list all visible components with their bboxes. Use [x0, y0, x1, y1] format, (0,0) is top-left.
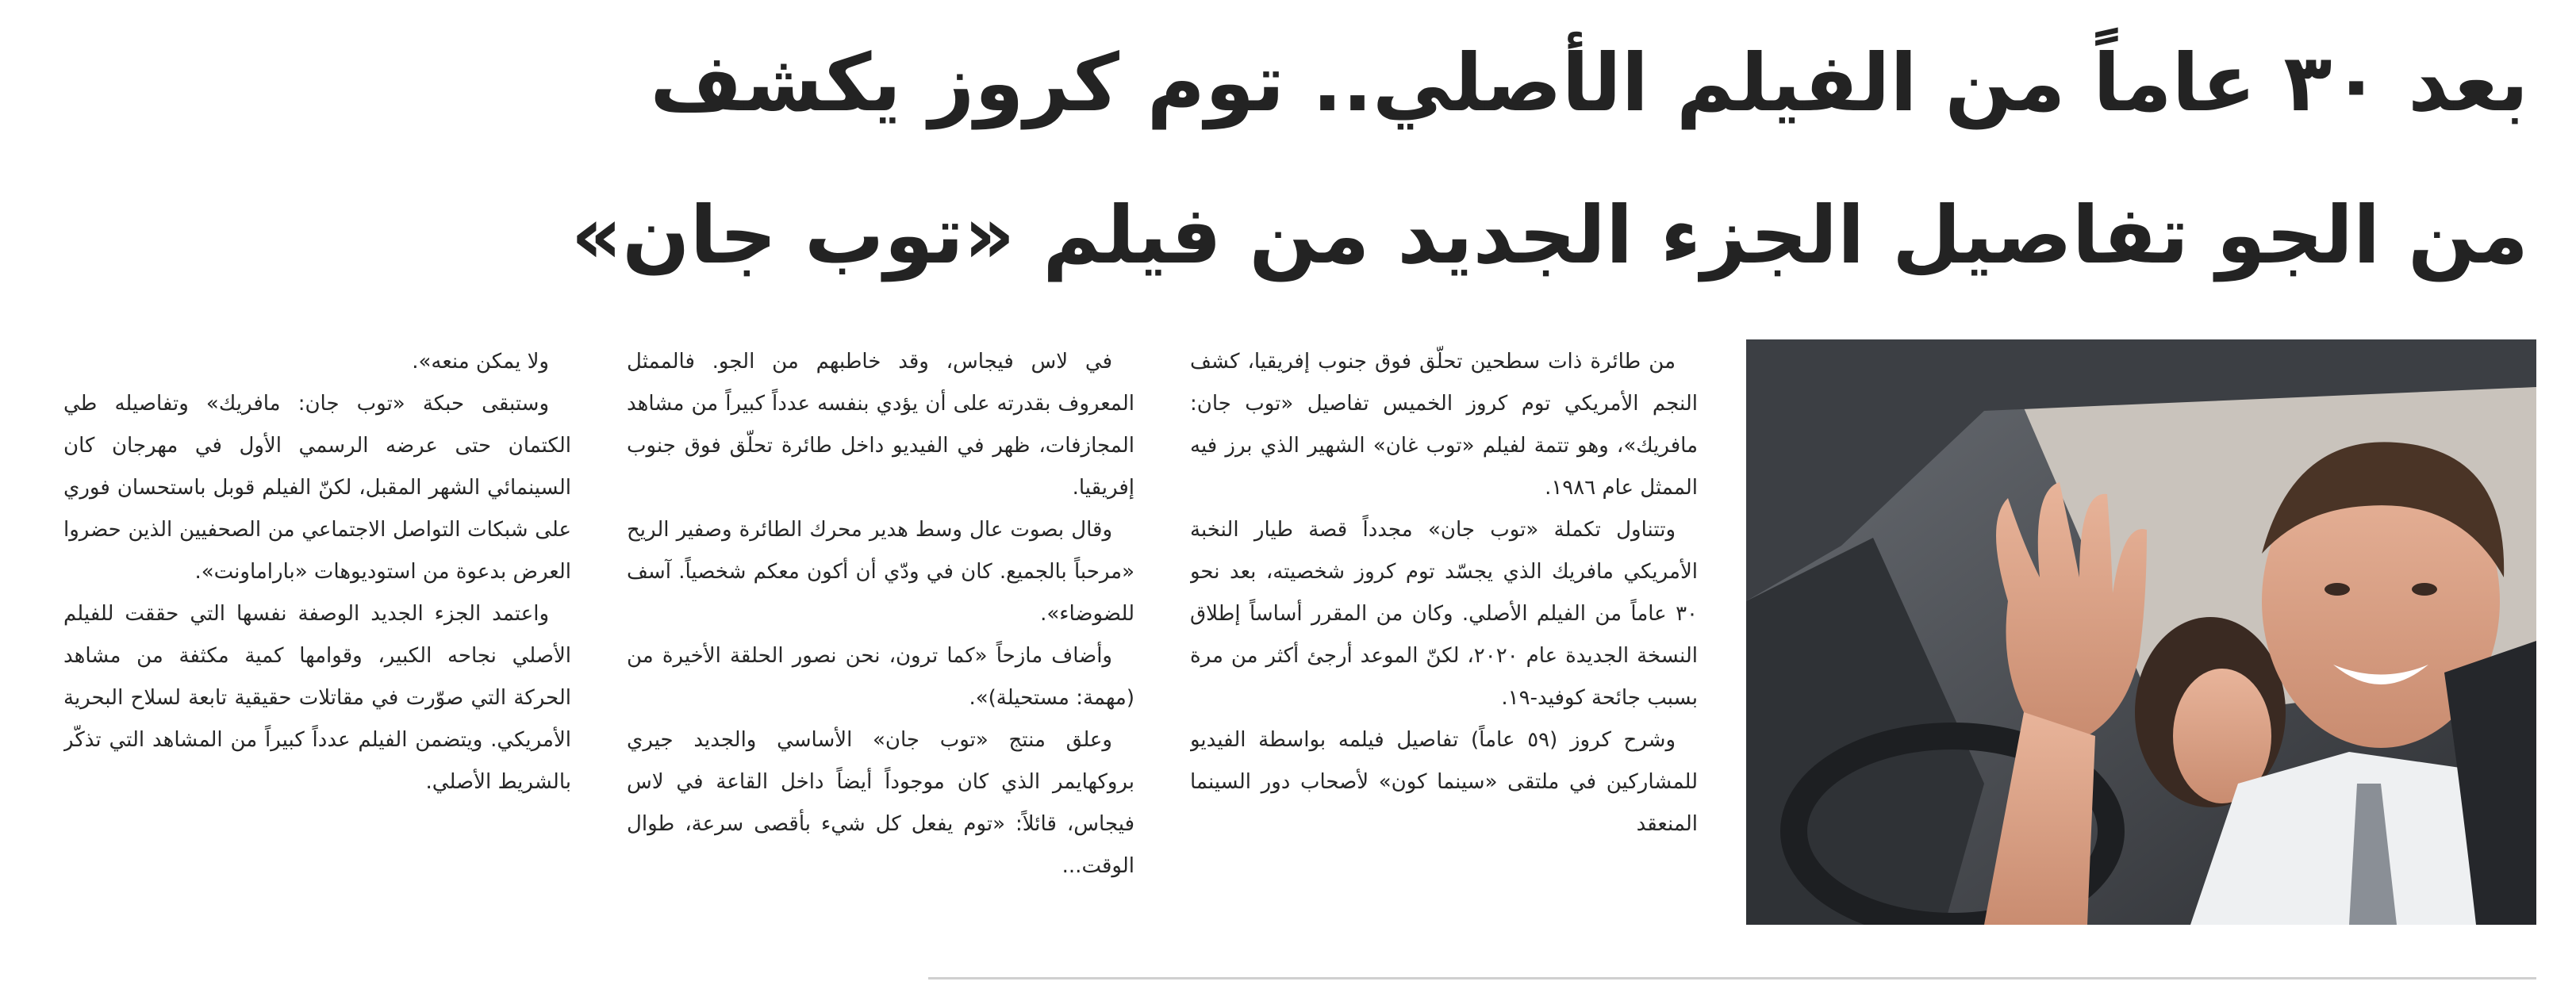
article-column-1	[1190, 341, 1698, 960]
headline-line-2: من الجو تفاصيل الجزء الجديد من فيلم «توب جان»	[570, 189, 2528, 282]
article-column-2	[627, 341, 1134, 960]
paragraph: ولا يمكن منعه».	[412, 350, 549, 374]
paragraph: في لاس فيجاس، وقد خاطبهم من الجو. فالممثل المعروف بقدرته على أن يؤدي بنفسه عدداً كبيراً من مشاهد المجازفات، ظهر في الفيديو داخل طائرة تحلّق فوق جنوب إفريقيا.	[627, 350, 1134, 500]
paragraph: وشرح كروز (٥٩ عاماً) تفاصيل فيلمه بواسطة الفيديو للمشاركين في ملتقى «سينما كون» لأصحاب دور السينما المنعقد	[1190, 728, 1698, 836]
paragraph: وعلق منتج «توب جان» الأساسي والجديد جيري بروكهايمر الذي كان موجوداً أيضاً داخل القاعة في لاس فيجاس، قائلاً: «توم يفعل كل شيء بأقصى سرعة، طوال الوقت...	[627, 728, 1134, 878]
photo-actor-waving-in-car-icon	[1746, 339, 2536, 925]
bottom-divider	[928, 977, 2536, 979]
headline-line-1: بعد ٣٠ عاماً من الفيلم الأصلي.. توم كروز يكشف	[650, 36, 2528, 129]
article-photo	[1746, 339, 2536, 925]
article-column-3	[63, 341, 571, 960]
paragraph: وستبقى حبكة «توب جان: مافريك» وتفاصيله طي الكتمان حتى عرضه الرسمي الأول في مهرجان كان السينمائي الشهر المقبل، لكنّ الفيلم قوبل باستحسان فوري على شبكات التواصل الاجتماعي من الصحفيين الذين حضروا العرض بدعوة من استوديوهات «باراماونت».	[63, 392, 571, 584]
paragraph: وتتناول تكملة «توب جان» مجدداً قصة طيار النخبة الأمريكي مافريك الذي يجسّد توم كروز شخصيته، بعد نحو ٣٠ عاماً من الفيلم الأصلي. وكان من المقرر أساساً إطلاق النسخة الجديدة عام ٢٠٢٠، لكنّ الموعد أرجئ أكثر من مرة بسبب جائحة كوفيد-١٩.	[1190, 518, 1698, 710]
paragraph: وقال بصوت عال وسط هدير محرك الطائرة وصفير الريح «مرحباً بالجميع. كان في ودّي أن أكون معكم شخصياً. آسف للضوضاء».	[627, 518, 1134, 626]
paragraph: واعتمد الجزء الجديد الوصفة نفسها التي حققت للفيلم الأصلي نجاحه الكبير، وقوامها كمية مكثفة من مشاهد الحركة التي صوّرت في مقاتلات حقيقية تابعة لسلاح البحرية الأمريكي. ويتضمن الفيلم عدداً كبيراً من المشاهد التي تذكّر بالشريط الأصلي.	[63, 602, 571, 794]
paragraph: وأضاف مازحاً «كما ترون، نحن نصور الحلقة الأخيرة من (مهمة: مستحيلة)».	[627, 644, 1134, 710]
paragraph: من طائرة ذات سطحين تحلّق فوق جنوب إفريقيا، كشف النجم الأمريكي توم كروز الخميس تفاصيل «توب جان: مافريك»، وهو تتمة لفيلم «توب غان» الشهير الذي برز فيه الممثل عام ١٩٨٦.	[1190, 350, 1698, 500]
